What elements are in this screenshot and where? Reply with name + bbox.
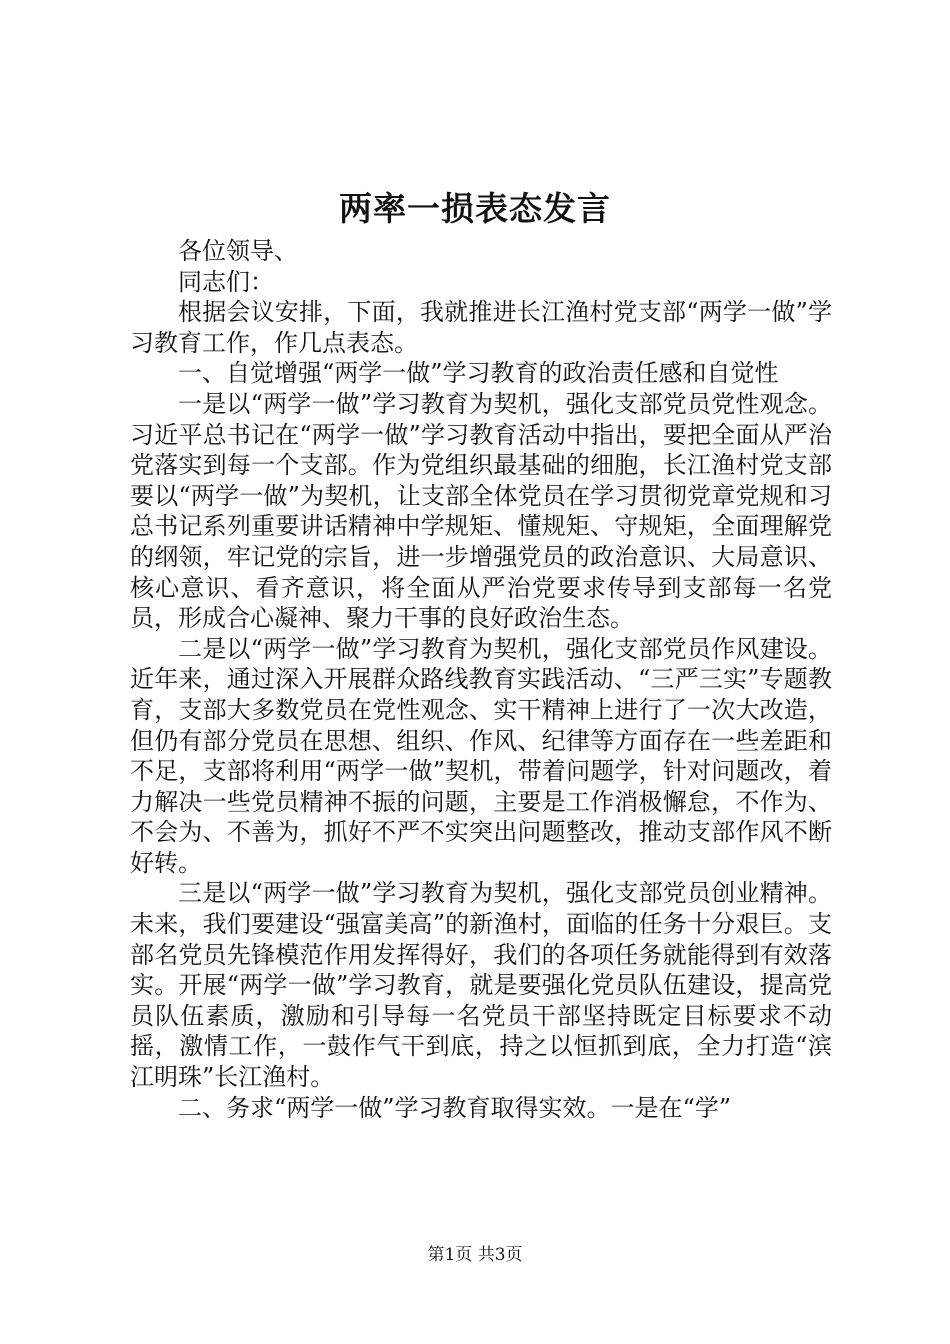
section-heading-1: 一、自觉增强“两学一做”学习教育的政治责任感和自觉性 — [178, 359, 779, 388]
body-paragraph-1: 一是以“两学一做”学习教育为契机，强化支部党员党性观念。习近平总书记在“两学一做”学习教育活动中指出，要把全面从严治党落实到每一个支部。作为党组织最基础的细胞，长江渔村党支部要以“两学一做”为契机，让支部全体党员在学习贯彻党章党规和习总书记系列重要讲话精神中学规矩、懂规矩、守规矩，全面理解党的纲领，牢记党的宗旨，进一步增强党员的政治意识、大局意识、核心意识、看齐意识，将全面从严治党要求传导到支部每一名党员，形成合心凝神、聚力干事的良好政治生态。 — [130, 389, 832, 633]
document-title: 两率一损表态发言 — [339, 189, 611, 228]
section-heading-2: 二、务求“两学一做”学习教育取得实效。一是在“学” — [178, 1093, 732, 1122]
salutation-leaders: 各位领导、 — [178, 237, 298, 265]
body-paragraph-3: 三是以“两学一做”学习教育为契机，强化支部党员创业精神。未来，我们要建设“强富美高”的新渔村，面临的任务十分艰巨。支部名党员先锋模范作用发挥得好，我们的各项任务就能得到有效落实。开展“两学一做”学习教育，就是要强化党员队伍建设，提高党员队伍素质，激励和引导每一名党员干部坚持既定目标要求不动摇，激情工作，一鼓作气干到底，持之以恒抓到底，全力打造“滨江明珠”长江渔村。 — [130, 879, 832, 1092]
document-body — [130, 236, 832, 1123]
salutation-comrades: 同志们： — [178, 267, 274, 296]
body-paragraph-2: 二是以“两学一做”学习教育为契机，强化支部党员作风建设。近年来，通过深入开展群众路线教育实践活动、“三严三实”专题教育，支部大多数党员在党性观念、实干精神上进行了一次大改造，但仍有部分党员在思想、组织、作风、纪律等方面存在一些差距和不足，支部将利用“两学一做”契机，带着问题学，针对问题改，着力解决一些党员精神不振的问题，主要是工作消极懈怠，不作为、不会为、不善为，抓好不严不实突出问题整改，推动支部作风不断好转。 — [130, 634, 832, 877]
page-number-footer: 第1页 共3页 — [427, 1245, 523, 1265]
intro-paragraph: 根据会议安排，下面，我就推进长江渔村党支部“两学一做”学习教育工作，作几点表态。 — [130, 298, 832, 357]
